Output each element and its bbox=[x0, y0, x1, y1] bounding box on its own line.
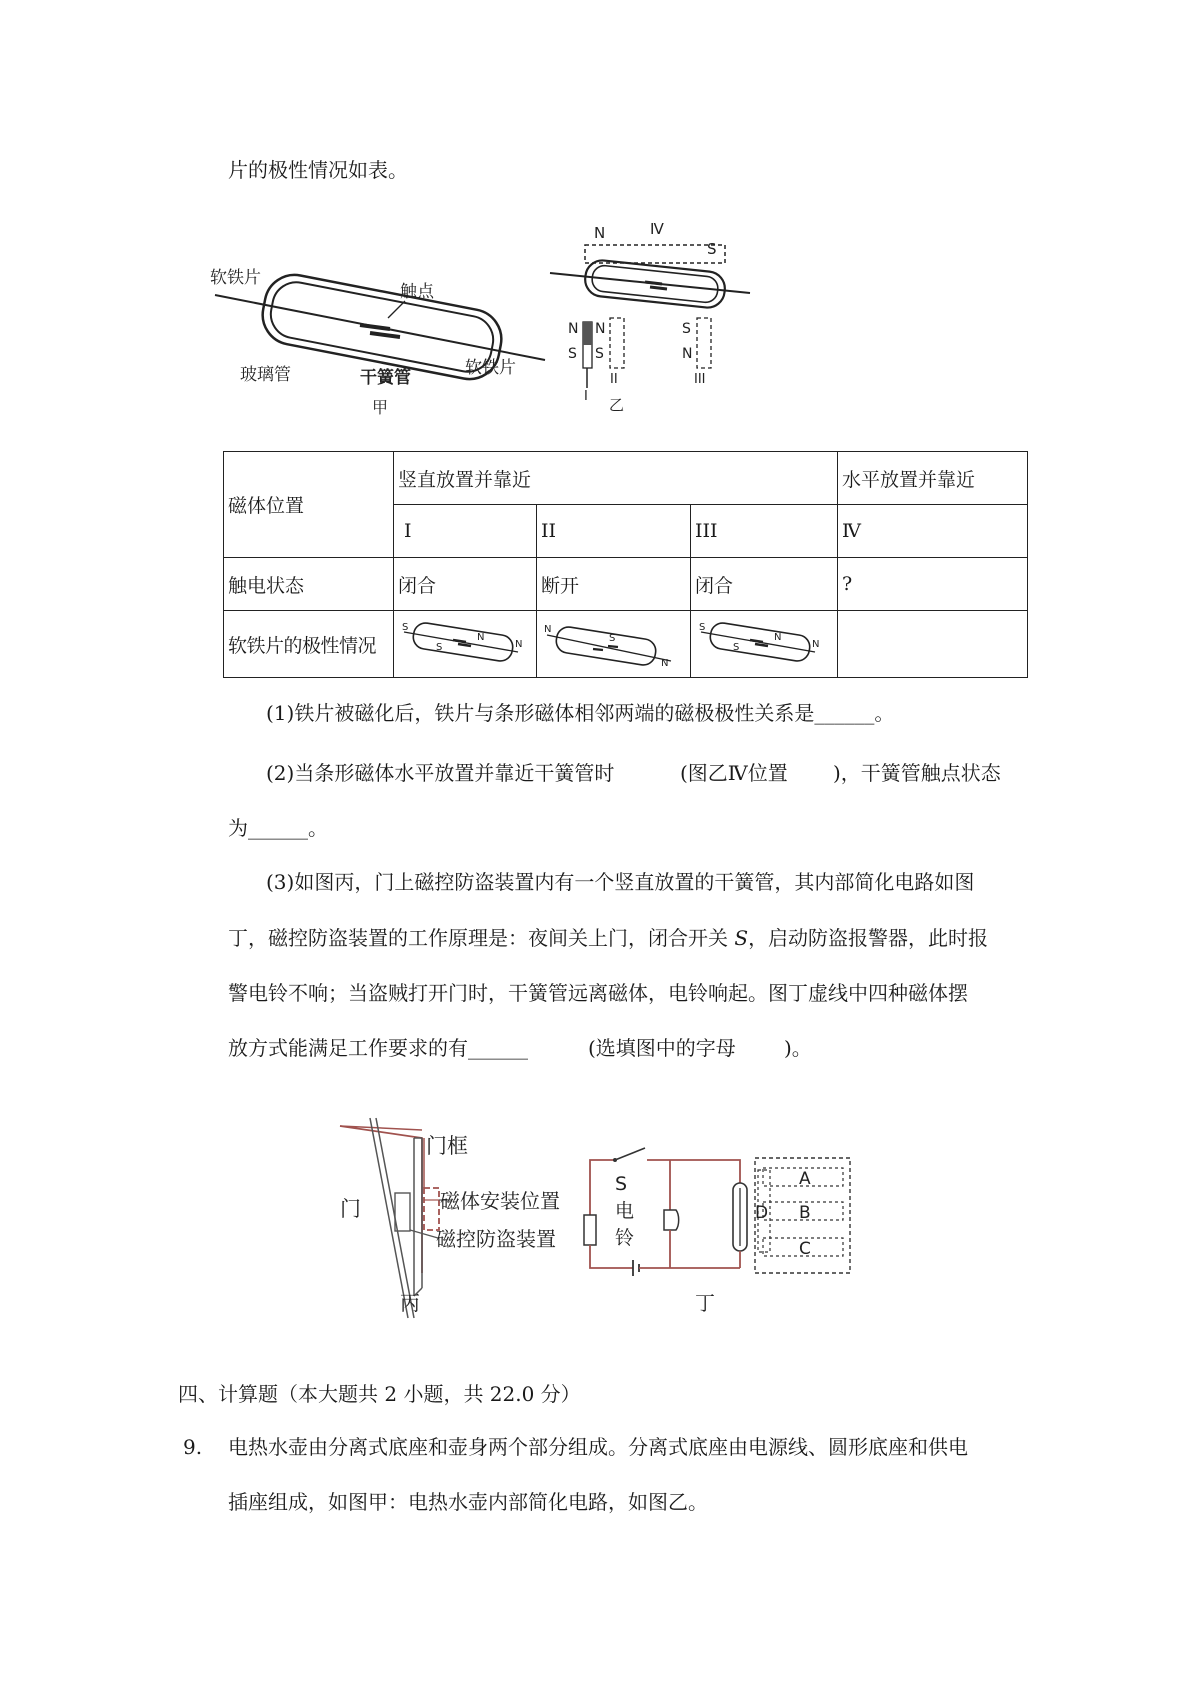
cell-pos-iii: III bbox=[691, 505, 838, 558]
question-9-line1: 电热水壶由分离式底座和壶身两个部分组成。分离式底座由电源线、圆形底座和供电 bbox=[228, 1435, 968, 1459]
cell-polarity-i bbox=[394, 611, 537, 678]
question-3-line4b: (选填图中的字母 bbox=[588, 1036, 736, 1060]
figure-jia-caption: 甲 bbox=[372, 398, 389, 417]
label-b: B bbox=[799, 1203, 811, 1223]
svg-text:N: N bbox=[544, 624, 552, 635]
svg-text:S: S bbox=[609, 633, 616, 644]
magnet-iv-label: Ⅳ bbox=[650, 220, 664, 238]
question-2-line2: 为______。 bbox=[228, 816, 328, 840]
figure-jia bbox=[210, 255, 550, 430]
label-glass-tube: 玻璃管 bbox=[240, 365, 291, 385]
label-bell-1: 电 bbox=[615, 1200, 635, 1222]
label-bell-2: 铃 bbox=[615, 1227, 635, 1249]
svg-text:S: S bbox=[402, 622, 409, 633]
label-soft-iron-right: 软铁片 bbox=[465, 358, 516, 378]
magnet-iii-n: N bbox=[682, 346, 693, 362]
svg-text:N: N bbox=[774, 632, 782, 643]
intro-line: 片的极性情况如表。 bbox=[228, 158, 408, 182]
cell-polarity-iv bbox=[838, 611, 1028, 678]
cell-horizontal-header: 水平放置并靠近 bbox=[838, 452, 1028, 505]
pos-i-text: I bbox=[404, 520, 412, 542]
question-3-line3: 警电铃不响；当盗贼打开门时，干簧管远离磁体，电铃响起。图丁虚线中四种磁体摆 bbox=[228, 981, 968, 1005]
question-9-line2: 插座组成，如图甲：电热水壶内部简化电路，如图乙。 bbox=[228, 1490, 708, 1514]
figure-bing bbox=[340, 1118, 600, 1318]
cell-state-iii: 闭合 bbox=[691, 558, 838, 611]
svg-text:S: S bbox=[436, 642, 443, 653]
svg-text:S: S bbox=[733, 642, 740, 653]
section-4-title: 四、计算题（本大题共 2 小题，共 22.0 分） bbox=[178, 1382, 581, 1406]
figure-bing-caption: 丙 bbox=[400, 1291, 420, 1315]
cell-polarity-header: 软铁片的极性情况 bbox=[224, 611, 394, 678]
label-contact: 触点 bbox=[400, 282, 434, 302]
magnet-i-n: N bbox=[568, 321, 579, 337]
magnet-iii-s: S bbox=[682, 321, 691, 337]
cell-polarity-iii bbox=[691, 611, 838, 678]
svg-text:N: N bbox=[812, 639, 820, 650]
label-a: A bbox=[799, 1169, 811, 1189]
figure-ding-caption: 丁 bbox=[695, 1291, 715, 1315]
label-switch-s: S bbox=[615, 1173, 628, 1195]
svg-text:N: N bbox=[661, 658, 669, 669]
figure-ding bbox=[575, 1120, 875, 1325]
cell-vertical-header: 竖直放置并靠近 bbox=[394, 452, 838, 505]
reed-switch-polarity-ii bbox=[541, 619, 681, 669]
question-3-line2: 丁，磁控防盗装置的工作原理是：夜间关上门，闭合开关 S，启动防盗报警器，此时报 bbox=[228, 926, 989, 950]
magnet-iv-s: S bbox=[707, 240, 717, 258]
question-3-line4c: )。 bbox=[784, 1036, 812, 1060]
label-soft-iron-left: 软铁片 bbox=[210, 268, 261, 288]
label-anti-theft-device: 磁控防盗装置 bbox=[436, 1227, 556, 1251]
magnet-i-label: I bbox=[584, 389, 588, 404]
cell-polarity-ii bbox=[537, 611, 691, 678]
question-1: (1)铁片被磁化后，铁片与条形磁体相邻两端的磁极极性关系是______。 bbox=[266, 701, 895, 725]
figure-jia-title: 干簧管 bbox=[360, 368, 411, 388]
question-9-number: 9. bbox=[183, 1435, 203, 1459]
question-2-part2: (图乙Ⅳ位置 bbox=[680, 761, 788, 785]
reed-switch-polarity-i bbox=[398, 619, 528, 669]
question-2-part1: (2)当条形磁体水平放置并靠近干簧管时 bbox=[266, 761, 615, 785]
magnet-ii-label: II bbox=[610, 372, 618, 387]
label-door-frame: 门框 bbox=[426, 1134, 468, 1158]
label-magnet-position: 磁体安装位置 bbox=[440, 1189, 560, 1213]
svg-text:N: N bbox=[477, 632, 485, 643]
svg-text:N: N bbox=[515, 639, 523, 650]
figure-yi bbox=[550, 218, 770, 418]
polarity-table bbox=[223, 451, 1028, 678]
label-c: C bbox=[799, 1239, 811, 1259]
magnet-iv-n: N bbox=[594, 224, 606, 242]
cell-magnet-position-header: 磁体位置 bbox=[224, 452, 394, 558]
cell-contact-state-header: 触电状态 bbox=[224, 558, 394, 611]
reed-switch-polarity-iii bbox=[695, 619, 825, 669]
magnet-ii-s: S bbox=[595, 346, 604, 362]
cell-state-i: 闭合 bbox=[394, 558, 537, 611]
cell-state-ii: 断开 bbox=[537, 558, 691, 611]
question-2-part3: )，干簧管触点状态 bbox=[833, 761, 1001, 785]
cell-state-iv: ? bbox=[838, 558, 1028, 611]
label-d: D bbox=[755, 1203, 769, 1223]
cell-pos-i bbox=[394, 505, 537, 558]
label-door: 门 bbox=[340, 1197, 361, 1221]
magnet-i-s: S bbox=[568, 346, 577, 362]
cell-pos-ii: II bbox=[537, 505, 691, 558]
question-3-line4a: 放方式能满足工作要求的有______ bbox=[228, 1036, 528, 1060]
magnet-iii-label: III bbox=[694, 372, 706, 387]
question-3-line1: (3)如图丙，门上磁控防盗装置内有一个竖直放置的干簧管，其内部简化电路如图 bbox=[266, 870, 975, 894]
svg-text:S: S bbox=[699, 622, 706, 633]
figure-yi-caption: 乙 bbox=[609, 396, 625, 414]
cell-pos-iv: Ⅳ bbox=[838, 505, 1028, 558]
magnet-ii-n: N bbox=[595, 321, 606, 337]
